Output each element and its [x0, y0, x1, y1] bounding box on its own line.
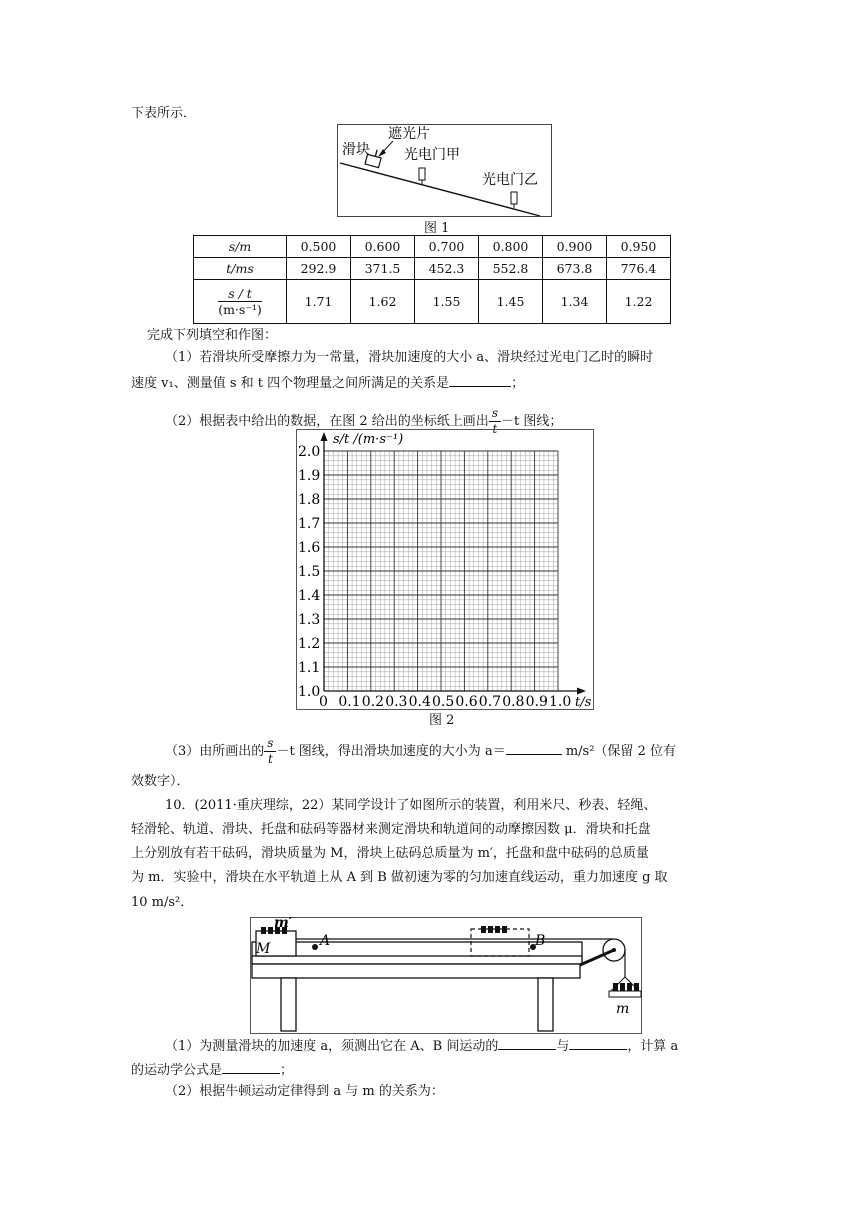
q1-line1: （1）若滑块所受摩擦力为一常量，滑块加速度的大小 a、滑块经过光电门乙时的瞬时	[165, 350, 654, 365]
p10q1-line2: 的运动学公式是 ；	[131, 1059, 731, 1081]
label-big-m: M	[256, 941, 271, 957]
table-top	[252, 964, 580, 978]
y-tick-label: 1.4	[298, 588, 321, 604]
x-tick-label: 0.6	[455, 694, 478, 710]
label-m-prime: m′	[274, 917, 293, 931]
x-tick-label: 0.8	[502, 694, 525, 710]
p10-line5: 10 m/s²．	[131, 895, 194, 910]
data-table	[193, 235, 671, 324]
photogate-a	[419, 168, 425, 184]
x-tick-label: 0	[319, 694, 328, 710]
cell-t-2: 371.5	[351, 258, 415, 280]
x-tick-label: 0.1	[338, 694, 361, 710]
x-tick-label: 0.5	[432, 694, 455, 710]
cell-st-6: 1.22	[607, 280, 671, 324]
p10-line4: 为 m．实验中，滑块在水平轨道上从 A 到 B 做初速为零的匀加速直线运动，重力加速度 g 取	[131, 870, 668, 885]
p10-line3: 上分别放有若干砝码，滑块质量为 M，滑块上砝码总质量为 m′，托盘和盘中砝码的总质量	[131, 846, 649, 861]
label-zheguangpian: 遮光片	[388, 126, 430, 142]
p10q1-blank-1[interactable]	[498, 1035, 556, 1050]
table-row-t	[194, 258, 671, 280]
y-tick-label: 2.0	[298, 444, 321, 460]
x-tick-label: 0.4	[408, 694, 431, 710]
y-tick-label: 1.5	[298, 564, 321, 580]
table-leg-right	[538, 978, 553, 1031]
cell-s-3: 0.700	[415, 236, 479, 258]
cell-st-5: 1.34	[543, 280, 607, 324]
cell-st-3: 1.55	[415, 280, 479, 324]
q3-answer-blank[interactable]	[506, 740, 562, 755]
x-axis-label: t/s	[575, 695, 592, 710]
cell-s-1: 0.500	[287, 236, 351, 258]
p10q1-blank-2[interactable]	[569, 1035, 627, 1050]
x-tick-label: 0.2	[361, 694, 385, 710]
table-leg-left	[281, 978, 296, 1031]
x-tick-label: 1.0	[549, 694, 572, 710]
y-tick-label: 1.3	[298, 612, 321, 628]
cell-t-5: 673.8	[543, 258, 607, 280]
cell-st-2: 1.62	[351, 280, 415, 324]
x-tick-label: 0.7	[478, 694, 502, 710]
p10-line2: 轻滑轮、轨道、滑块、托盘和砝码等器材来测定滑块和轨道间的动摩擦因数 μ．滑块和托盘	[131, 822, 651, 837]
x-tick-label: 0.3	[385, 694, 408, 710]
row-label-st: $\frac{s / t}{\text{(m·s⁻¹)}}$	[194, 280, 287, 324]
y-axis-arrow	[321, 432, 328, 441]
point-a-dot	[312, 944, 318, 950]
y-tick-label: 1.6	[298, 540, 321, 556]
p10q1-line1: （1）为测量滑块的加速度 a，须测出它在 A、B 间运动的 与 ，计算 a	[165, 1035, 765, 1057]
q1-line2: 速度 v₁、测量值 s 和 t 四个物理量之间所满足的关系是 ；	[131, 372, 731, 394]
y-tick-label: 1.0	[298, 684, 321, 700]
label-b: B	[535, 933, 546, 949]
cell-s-4: 0.800	[479, 236, 543, 258]
cell-t-4: 552.8	[479, 258, 543, 280]
label-gate-a: 光电门甲	[404, 147, 460, 163]
cell-t-6: 776.4	[607, 258, 671, 280]
label-gate-b: 光电门乙	[482, 172, 538, 188]
figure-2-grid	[296, 429, 594, 710]
q1-answer-blank[interactable]	[449, 372, 511, 387]
figure-1-incline	[337, 124, 552, 218]
rail	[252, 956, 582, 964]
label-huakuai: 滑块	[342, 142, 370, 158]
y-axis-label: s/t /(m·s⁻¹)	[333, 432, 404, 447]
photogate-b	[511, 192, 517, 208]
label-m: m	[616, 1001, 630, 1017]
y-tick-label: 1.7	[298, 516, 321, 532]
intro-text: 下表所示．	[131, 106, 197, 121]
p10q2: （2）根据牛顿运动定律得到 a 与 m 的关系为：	[165, 1084, 444, 1099]
y-tick-label: 1.8	[298, 492, 321, 508]
row-label-t: t/ms	[194, 258, 287, 280]
cell-s-5: 0.900	[543, 236, 607, 258]
tray-weights	[613, 983, 639, 991]
cell-t-3: 452.3	[415, 258, 479, 280]
cell-st-1: 1.71	[287, 280, 351, 324]
cell-s-6: 0.950	[607, 236, 671, 258]
y-tick-label: 1.1	[298, 660, 321, 676]
table-row-st	[194, 280, 671, 324]
figure-2-caption: 图 2	[429, 713, 455, 728]
figure-3-apparatus	[250, 917, 642, 1035]
label-a: A	[320, 933, 331, 949]
cell-s-2: 0.600	[351, 236, 415, 258]
instructions: 完成下列填空和作图：	[147, 328, 278, 343]
q2-text: （2）根据表中给出的数据，在图 2 给出的坐标纸上画出 $\frac{s}{t}$ －t 图线；	[165, 406, 563, 436]
cell-t-1: 292.9	[287, 258, 351, 280]
y-tick-label: 1.2	[298, 636, 321, 652]
y-tick-label: 1.9	[298, 468, 321, 484]
q3-line2: 效数字）．	[131, 774, 190, 789]
q3-line1: （3）由所画出的 $\frac{s}{t}$ －t 图线，得出滑块加速度的大小为 a＝ m/s²（保留 2 位有	[165, 736, 676, 766]
cell-st-4: 1.45	[479, 280, 543, 324]
tray	[609, 991, 641, 997]
p10q1-blank-3[interactable]	[222, 1059, 280, 1074]
table-row-s	[194, 236, 671, 258]
x-tick-label: 0.9	[525, 694, 548, 710]
p10-line1: 10．(2011·重庆理综，22）某同学设计了如图所示的装置，利用米尺、秒表、轻绳、	[165, 798, 657, 813]
row-label-s: s/m	[194, 236, 287, 258]
x-axis-arrow	[577, 688, 586, 695]
figure-1-caption: 图 1	[424, 221, 450, 236]
